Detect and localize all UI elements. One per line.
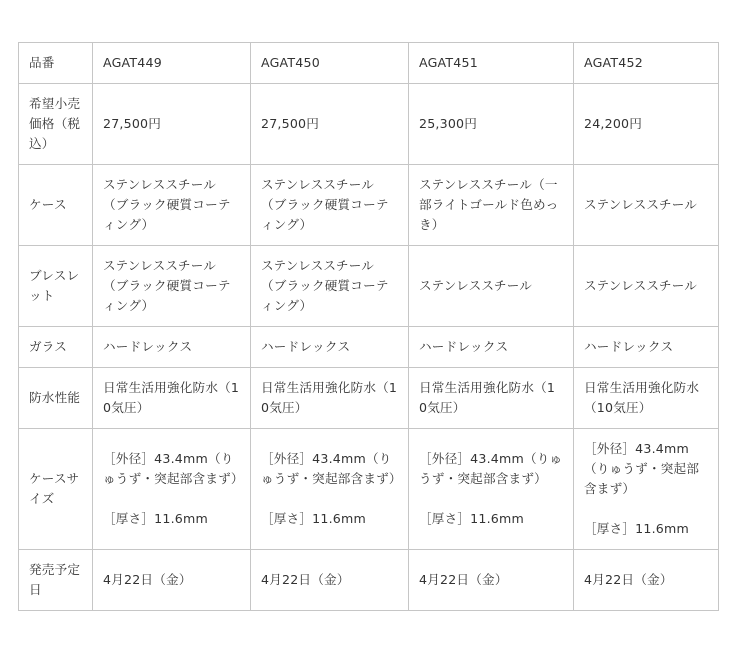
table-cell: 4月22日（金） [93,550,251,611]
table-cell: 4月22日（金） [409,550,574,611]
row-label: ケースサイズ [19,429,93,550]
model-cell-agat450: AGAT450 [251,43,409,84]
case-thickness: ［厚さ］11.6mm [419,511,524,526]
model-cell-agat449: AGAT449 [93,43,251,84]
table-cell: ステンレススチール [574,246,719,327]
table-row-release-date [19,550,719,611]
table-cell: 27,500円 [251,84,409,165]
table-row-water-resistance [19,368,719,429]
table-cell: ステンレススチール [574,165,719,246]
case-diameter: ［外径］43.4mm（りゅうず・突起部含まず） [261,451,402,486]
table-cell: ステンレススチール（ブラック硬質コーティング） [251,165,409,246]
table-row-glass [19,327,719,368]
case-thickness: ［厚さ］11.6mm [584,521,689,536]
row-label: ブレスレット [19,246,93,327]
table-row-case-size [19,429,719,550]
row-label: ガラス [19,327,93,368]
table-cell: 日常生活用強化防水（10気圧） [409,368,574,429]
case-diameter: ［外径］43.4mm（りゅうず・突起部含まず） [103,451,244,486]
table-cell [409,429,574,550]
table-cell: ステンレススチール（一部ライトゴールド色めっき） [409,165,574,246]
table-row-case [19,165,719,246]
table-cell: 24,200円 [574,84,719,165]
table-cell [93,429,251,550]
spec-table [18,42,719,611]
table-cell [574,429,719,550]
table-cell [251,429,409,550]
row-label: ケース [19,165,93,246]
table-cell: 4月22日（金） [574,550,719,611]
case-thickness: ［厚さ］11.6mm [261,511,366,526]
case-diameter: ［外径］43.4mm（りゅうず・突起部含まず） [419,451,563,486]
table-cell: 25,300円 [409,84,574,165]
table-cell: 日常生活用強化防水（10気圧） [574,368,719,429]
case-thickness: ［厚さ］11.6mm [103,511,208,526]
row-label: 防水性能 [19,368,93,429]
header-label-cell: 品番 [19,43,93,84]
spacer [419,489,563,509]
table-row-price [19,84,719,165]
table-row-bracelet [19,246,719,327]
model-cell-agat451: AGAT451 [409,43,574,84]
case-diameter: ［外径］43.4mm（りゅうず・突起部含まず） [584,441,700,496]
table-cell: ステンレススチール [409,246,574,327]
table-cell: ハードレックス [93,327,251,368]
table-cell: ステンレススチール（ブラック硬質コーティング） [93,246,251,327]
table-cell: 4月22日（金） [251,550,409,611]
row-label: 発売予定日 [19,550,93,611]
spacer [261,489,398,509]
spacer [584,499,708,519]
table-cell: ステンレススチール（ブラック硬質コーティング） [93,165,251,246]
table-header-row [19,43,719,84]
model-cell-agat452: AGAT452 [574,43,719,84]
table-cell: 日常生活用強化防水（10気圧） [251,368,409,429]
table-cell: 27,500円 [93,84,251,165]
table-cell: 日常生活用強化防水（10気圧） [93,368,251,429]
table-cell: ハードレックス [409,327,574,368]
table-cell: ハードレックス [574,327,719,368]
table-cell: ハードレックス [251,327,409,368]
row-label: 希望小売価格（税込） [19,84,93,165]
spacer [103,489,240,509]
table-cell: ステンレススチール（ブラック硬質コーティング） [251,246,409,327]
